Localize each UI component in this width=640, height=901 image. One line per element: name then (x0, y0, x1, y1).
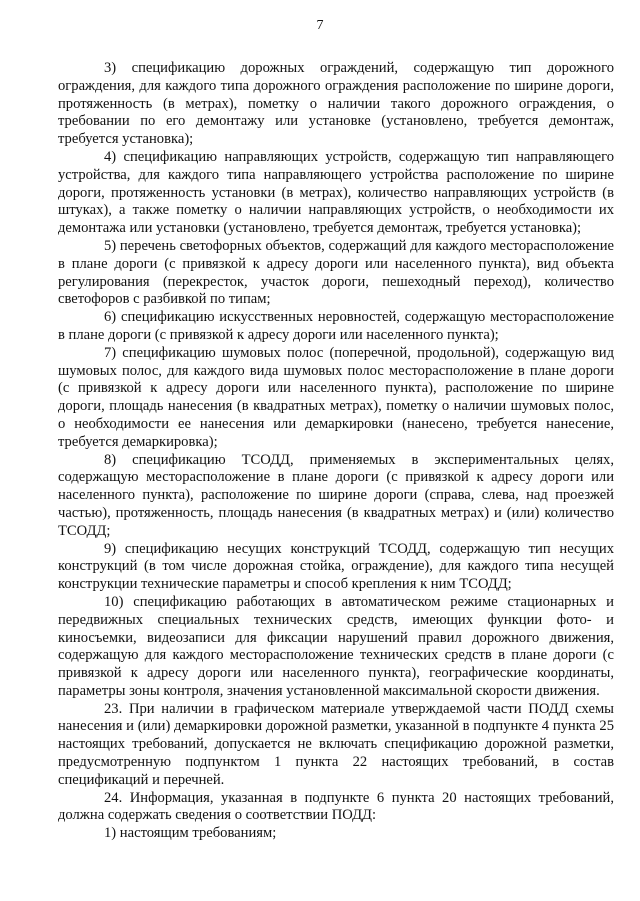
paragraph-item-7-rumble-strips: 7) спецификацию шумовых полос (поперечной, продольной), содержащую вид шумовых полос, для каждого вида шумовых полос месторасположение в плане дороги (с привязкой к адресу дороги или населенного пункта), расположение по ширине дороги, площадь нанесения (в квадратных метрах), пометку о наличии шумовых полос, о необходимости ее нанесения или демаркировки (нанесено, требуется нанесение, требуется демаркировка); (58, 344, 614, 450)
page-number: 7 (316, 18, 324, 33)
paragraph-item-9-supporting-structures: 9) спецификацию несущих конструкций ТСОДД, содержащую тип несущих конструкций (в том числе дорожная стойка, ограждение), для каждого типа несущей конструкции технические параметры и способ крепления к ним ТСОДД; (58, 540, 614, 593)
paragraph-item-10-enforcement-cameras: 10) спецификацию работающих в автоматическом режиме стационарных и передвижных специальных технических средств, имеющих функции фото- и киносъемки, видеозаписи для фиксации нарушений правил дорожного движения, содержащую для каждого месторасположение технических средств в плане дороги (с привязкой к адресу дороги или населенного пункта), географические координаты, параметры зоны контроля, значения установленной максимальной скорости движения. (58, 593, 614, 699)
paragraph-item-8-experimental-tsodd: 8) спецификацию ТСОДД, применяемых в экспериментальных целях, содержащую месторасположение в плане дороги (с привязкой к адресу дороги или населенного пункта), расположение по ширине дороги (справа, слева, над проезжей частью), протяженность, площадь нанесения (в квадратных метрах) и (или) количество ТСОДД; (58, 451, 614, 539)
paragraph-item-6-speed-bumps: 6) спецификацию искусственных неровностей, содержащую месторасположение в плане дороги (с привязкой к адресу дороги или населенного пункта); (58, 309, 614, 343)
paragraph-clause-24-item-1: 1) настоящим требованиям; (104, 825, 277, 842)
paragraph-clause-23: 23. При наличии в графическом материале утверждаемой части ПОДД схемы нанесения и (или) демаркировки дорожной разметки, указанной в подпункте 4 пункта 25 настоящих требований, допускается не включать спецификацию дорожной разметки, предусмотренную подпунктом 1 пункта 22 настоящих требований, в состав спецификаций и перечней. (58, 700, 614, 788)
document-body (58, 60, 614, 843)
paragraph-item-4-guiding-devices: 4) спецификацию направляющих устройств, содержащую тип направляющего устройства, для каждого типа направляющего устройства расположение по ширине дороги, протяженность установки (в метрах), количество направляющих устройств (в штуках), а также пометку о наличии направляющих устройств, о необходимости их демонтажа или установки (установлено, требуется демонтаж, требуется установка); (58, 148, 614, 237)
paragraph-clause-24: 24. Информация, указанная в подпункте 6 пункта 20 настоящих требований, должна содержать сведения о соответствии ПОДД: (58, 789, 614, 824)
paragraph-item-5-traffic-lights: 5) перечень светофорных объектов, содержащий для каждого месторасположение в плане дороги (с привязкой к адресу дороги или населенного пункта), вид объекта регулирования (перекресток, участок дороги, пешеходный переход), количество светофоров с разбивкой по типам; (58, 237, 614, 308)
paragraph-item-3-road-barriers: 3) спецификацию дорожных ограждений, содержащую тип дорожного ограждения, для каждого типа дорожного ограждения расположение по ширине дороги, протяженность (в метрах), пометку о наличии такого дорожного ограждения, о требовании по его демонтажу или установке (установлено, требуется демонтаж, требуется установка); (58, 60, 614, 148)
